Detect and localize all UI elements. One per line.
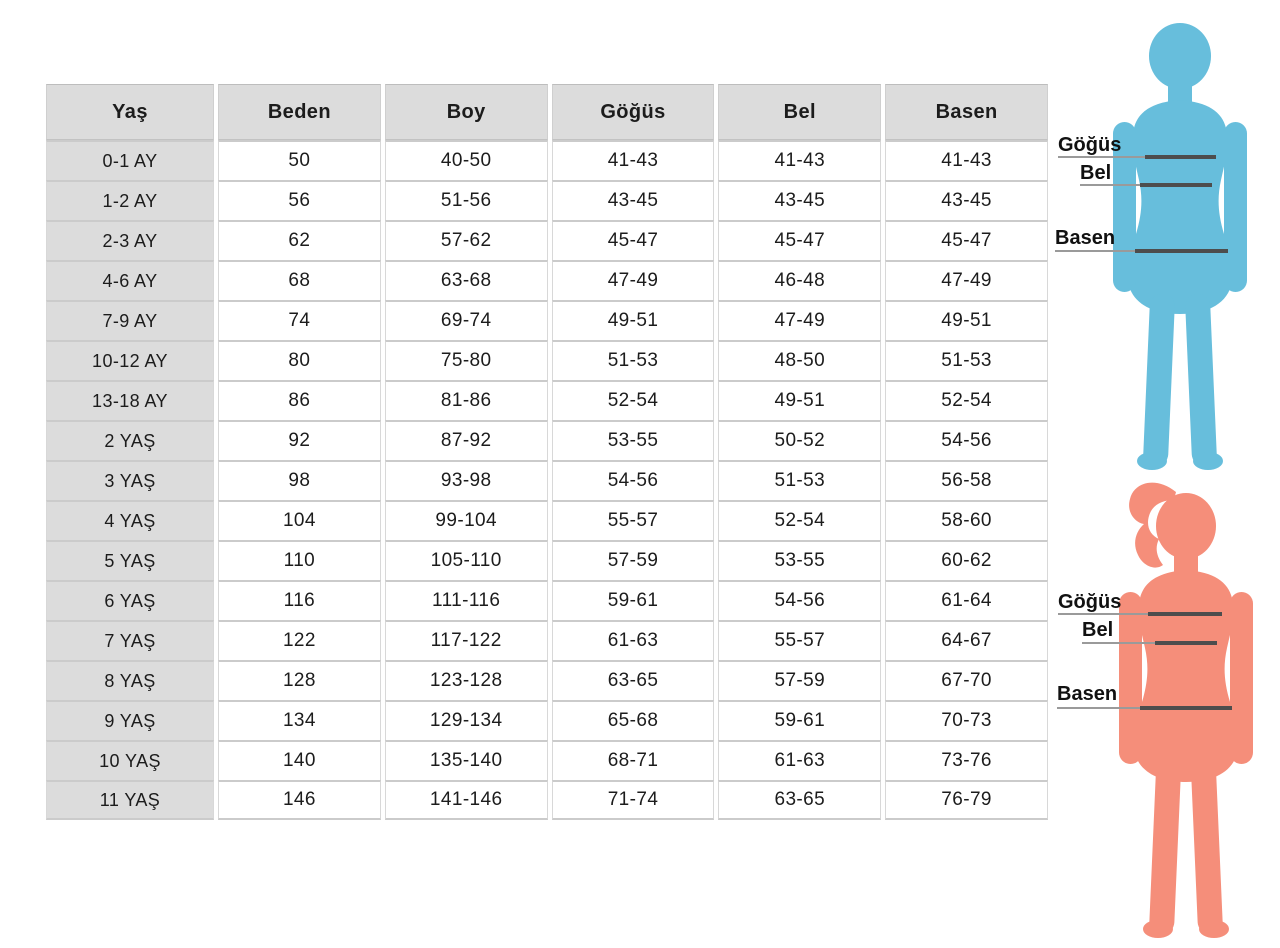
value-cell: 60-62 xyxy=(885,540,1048,580)
value-cell: 75-80 xyxy=(385,340,548,380)
value-cell: 59-61 xyxy=(552,580,715,620)
table-row xyxy=(46,220,1048,260)
child-body-silhouette xyxy=(1076,478,1266,946)
value-cell: 58-60 xyxy=(885,500,1048,540)
value-cell: 51-53 xyxy=(718,460,881,500)
value-cell: 134 xyxy=(218,700,381,740)
value-cell: 87-92 xyxy=(385,420,548,460)
adult-chest-label: Göğüs xyxy=(1058,134,1122,156)
value-cell: 52-54 xyxy=(885,380,1048,420)
value-cell: 116 xyxy=(218,580,381,620)
table-row xyxy=(46,500,1048,540)
value-cell: 49-51 xyxy=(718,380,881,420)
age-cell: 10-12 AY xyxy=(46,340,214,380)
value-cell: 99-104 xyxy=(385,500,548,540)
value-cell: 52-54 xyxy=(718,500,881,540)
value-cell: 81-86 xyxy=(385,380,548,420)
table-row xyxy=(46,180,1048,220)
size-table xyxy=(42,84,1052,820)
value-cell: 40-50 xyxy=(385,140,548,180)
column-header: Yaş xyxy=(46,84,214,140)
table-row xyxy=(46,260,1048,300)
value-cell: 135-140 xyxy=(385,740,548,780)
value-cell: 54-56 xyxy=(718,580,881,620)
value-cell: 50 xyxy=(218,140,381,180)
child-figure-shape xyxy=(1119,483,1253,938)
value-cell: 41-43 xyxy=(718,140,881,180)
value-cell: 105-110 xyxy=(385,540,548,580)
adult-chest-measure-bar xyxy=(1145,155,1216,159)
value-cell: 140 xyxy=(218,740,381,780)
value-cell: 76-79 xyxy=(885,780,1048,820)
age-cell: 7-9 AY xyxy=(46,300,214,340)
age-cell: 11 YAŞ xyxy=(46,780,214,820)
header-row xyxy=(46,84,1048,140)
age-cell: 10 YAŞ xyxy=(46,740,214,780)
adult-waist-measure-bar xyxy=(1140,183,1212,187)
child-waist-label: Bel xyxy=(1082,619,1114,641)
value-cell: 53-55 xyxy=(552,420,715,460)
column-header: Bel xyxy=(718,84,881,140)
value-cell: 63-68 xyxy=(385,260,548,300)
value-cell: 68-71 xyxy=(552,740,715,780)
value-cell: 43-45 xyxy=(718,180,881,220)
adult-body-silhouette xyxy=(1096,22,1248,472)
table-row xyxy=(46,380,1048,420)
value-cell: 45-47 xyxy=(552,220,715,260)
value-cell: 73-76 xyxy=(885,740,1048,780)
value-cell: 41-43 xyxy=(552,140,715,180)
value-cell: 64-67 xyxy=(885,620,1048,660)
child-waist-measure-bar xyxy=(1155,641,1217,645)
value-cell: 56-58 xyxy=(885,460,1048,500)
value-cell: 52-54 xyxy=(552,380,715,420)
value-cell: 129-134 xyxy=(385,700,548,740)
age-cell: 2 YAŞ xyxy=(46,420,214,460)
value-cell: 70-73 xyxy=(885,700,1048,740)
value-cell: 46-48 xyxy=(718,260,881,300)
value-cell: 69-74 xyxy=(385,300,548,340)
value-cell: 141-146 xyxy=(385,780,548,820)
value-cell: 67-70 xyxy=(885,660,1048,700)
value-cell: 49-51 xyxy=(552,300,715,340)
age-cell: 4-6 AY xyxy=(46,260,214,300)
table-body xyxy=(46,140,1048,820)
value-cell: 68 xyxy=(218,260,381,300)
value-cell: 51-56 xyxy=(385,180,548,220)
value-cell: 104 xyxy=(218,500,381,540)
age-cell: 3 YAŞ xyxy=(46,460,214,500)
value-cell: 92 xyxy=(218,420,381,460)
table-row xyxy=(46,540,1048,580)
value-cell: 122 xyxy=(218,620,381,660)
column-header: Basen xyxy=(885,84,1048,140)
adult-hip-measure-bar xyxy=(1135,249,1228,253)
value-cell: 111-116 xyxy=(385,580,548,620)
value-cell: 55-57 xyxy=(718,620,881,660)
value-cell: 47-49 xyxy=(552,260,715,300)
child-chest-measure-bar xyxy=(1148,612,1222,616)
size-table-grid xyxy=(42,84,1052,820)
value-cell: 48-50 xyxy=(718,340,881,380)
column-header: Beden xyxy=(218,84,381,140)
value-cell: 61-63 xyxy=(552,620,715,660)
value-cell: 41-43 xyxy=(885,140,1048,180)
child-hip-measure-bar xyxy=(1140,706,1232,710)
age-cell: 7 YAŞ xyxy=(46,620,214,660)
age-cell: 6 YAŞ xyxy=(46,580,214,620)
value-cell: 61-63 xyxy=(718,740,881,780)
value-cell: 45-47 xyxy=(718,220,881,260)
value-cell: 117-122 xyxy=(385,620,548,660)
value-cell: 43-45 xyxy=(552,180,715,220)
value-cell: 63-65 xyxy=(718,780,881,820)
value-cell: 47-49 xyxy=(885,260,1048,300)
value-cell: 146 xyxy=(218,780,381,820)
table-row xyxy=(46,300,1048,340)
table-row xyxy=(46,140,1048,180)
value-cell: 110 xyxy=(218,540,381,580)
adult-waist-label: Bel xyxy=(1080,162,1112,184)
value-cell: 49-51 xyxy=(885,300,1048,340)
value-cell: 80 xyxy=(218,340,381,380)
value-cell: 59-61 xyxy=(718,700,881,740)
value-cell: 65-68 xyxy=(552,700,715,740)
value-cell: 57-59 xyxy=(718,660,881,700)
adult-figure-shape xyxy=(1113,23,1247,470)
table-row xyxy=(46,740,1048,780)
age-cell: 4 YAŞ xyxy=(46,500,214,540)
value-cell: 50-52 xyxy=(718,420,881,460)
adult-hip-label: Basen xyxy=(1055,227,1116,249)
value-cell: 62 xyxy=(218,220,381,260)
table-row xyxy=(46,420,1048,460)
age-cell: 5 YAŞ xyxy=(46,540,214,580)
table-row xyxy=(46,620,1048,660)
table-row xyxy=(46,660,1048,700)
table-row xyxy=(46,780,1048,820)
value-cell: 53-55 xyxy=(718,540,881,580)
value-cell: 56 xyxy=(218,180,381,220)
age-cell: 8 YAŞ xyxy=(46,660,214,700)
value-cell: 47-49 xyxy=(718,300,881,340)
value-cell: 71-74 xyxy=(552,780,715,820)
column-header: Boy xyxy=(385,84,548,140)
column-header: Göğüs xyxy=(552,84,715,140)
value-cell: 57-62 xyxy=(385,220,548,260)
value-cell: 61-64 xyxy=(885,580,1048,620)
value-cell: 43-45 xyxy=(885,180,1048,220)
table-row xyxy=(46,340,1048,380)
value-cell: 98 xyxy=(218,460,381,500)
table-row xyxy=(46,460,1048,500)
value-cell: 54-56 xyxy=(552,460,715,500)
age-cell: 13-18 AY xyxy=(46,380,214,420)
table-row xyxy=(46,700,1048,740)
value-cell: 51-53 xyxy=(885,340,1048,380)
value-cell: 93-98 xyxy=(385,460,548,500)
age-cell: 1-2 AY xyxy=(46,180,214,220)
value-cell: 54-56 xyxy=(885,420,1048,460)
age-cell: 0-1 AY xyxy=(46,140,214,180)
child-chest-label: Göğüs xyxy=(1058,591,1122,613)
value-cell: 74 xyxy=(218,300,381,340)
value-cell: 63-65 xyxy=(552,660,715,700)
value-cell: 57-59 xyxy=(552,540,715,580)
value-cell: 128 xyxy=(218,660,381,700)
table-row xyxy=(46,580,1048,620)
value-cell: 86 xyxy=(218,380,381,420)
value-cell: 55-57 xyxy=(552,500,715,540)
age-cell: 2-3 AY xyxy=(46,220,214,260)
age-cell: 9 YAŞ xyxy=(46,700,214,740)
value-cell: 45-47 xyxy=(885,220,1048,260)
child-hip-label: Basen xyxy=(1057,683,1118,705)
value-cell: 123-128 xyxy=(385,660,548,700)
value-cell: 51-53 xyxy=(552,340,715,380)
